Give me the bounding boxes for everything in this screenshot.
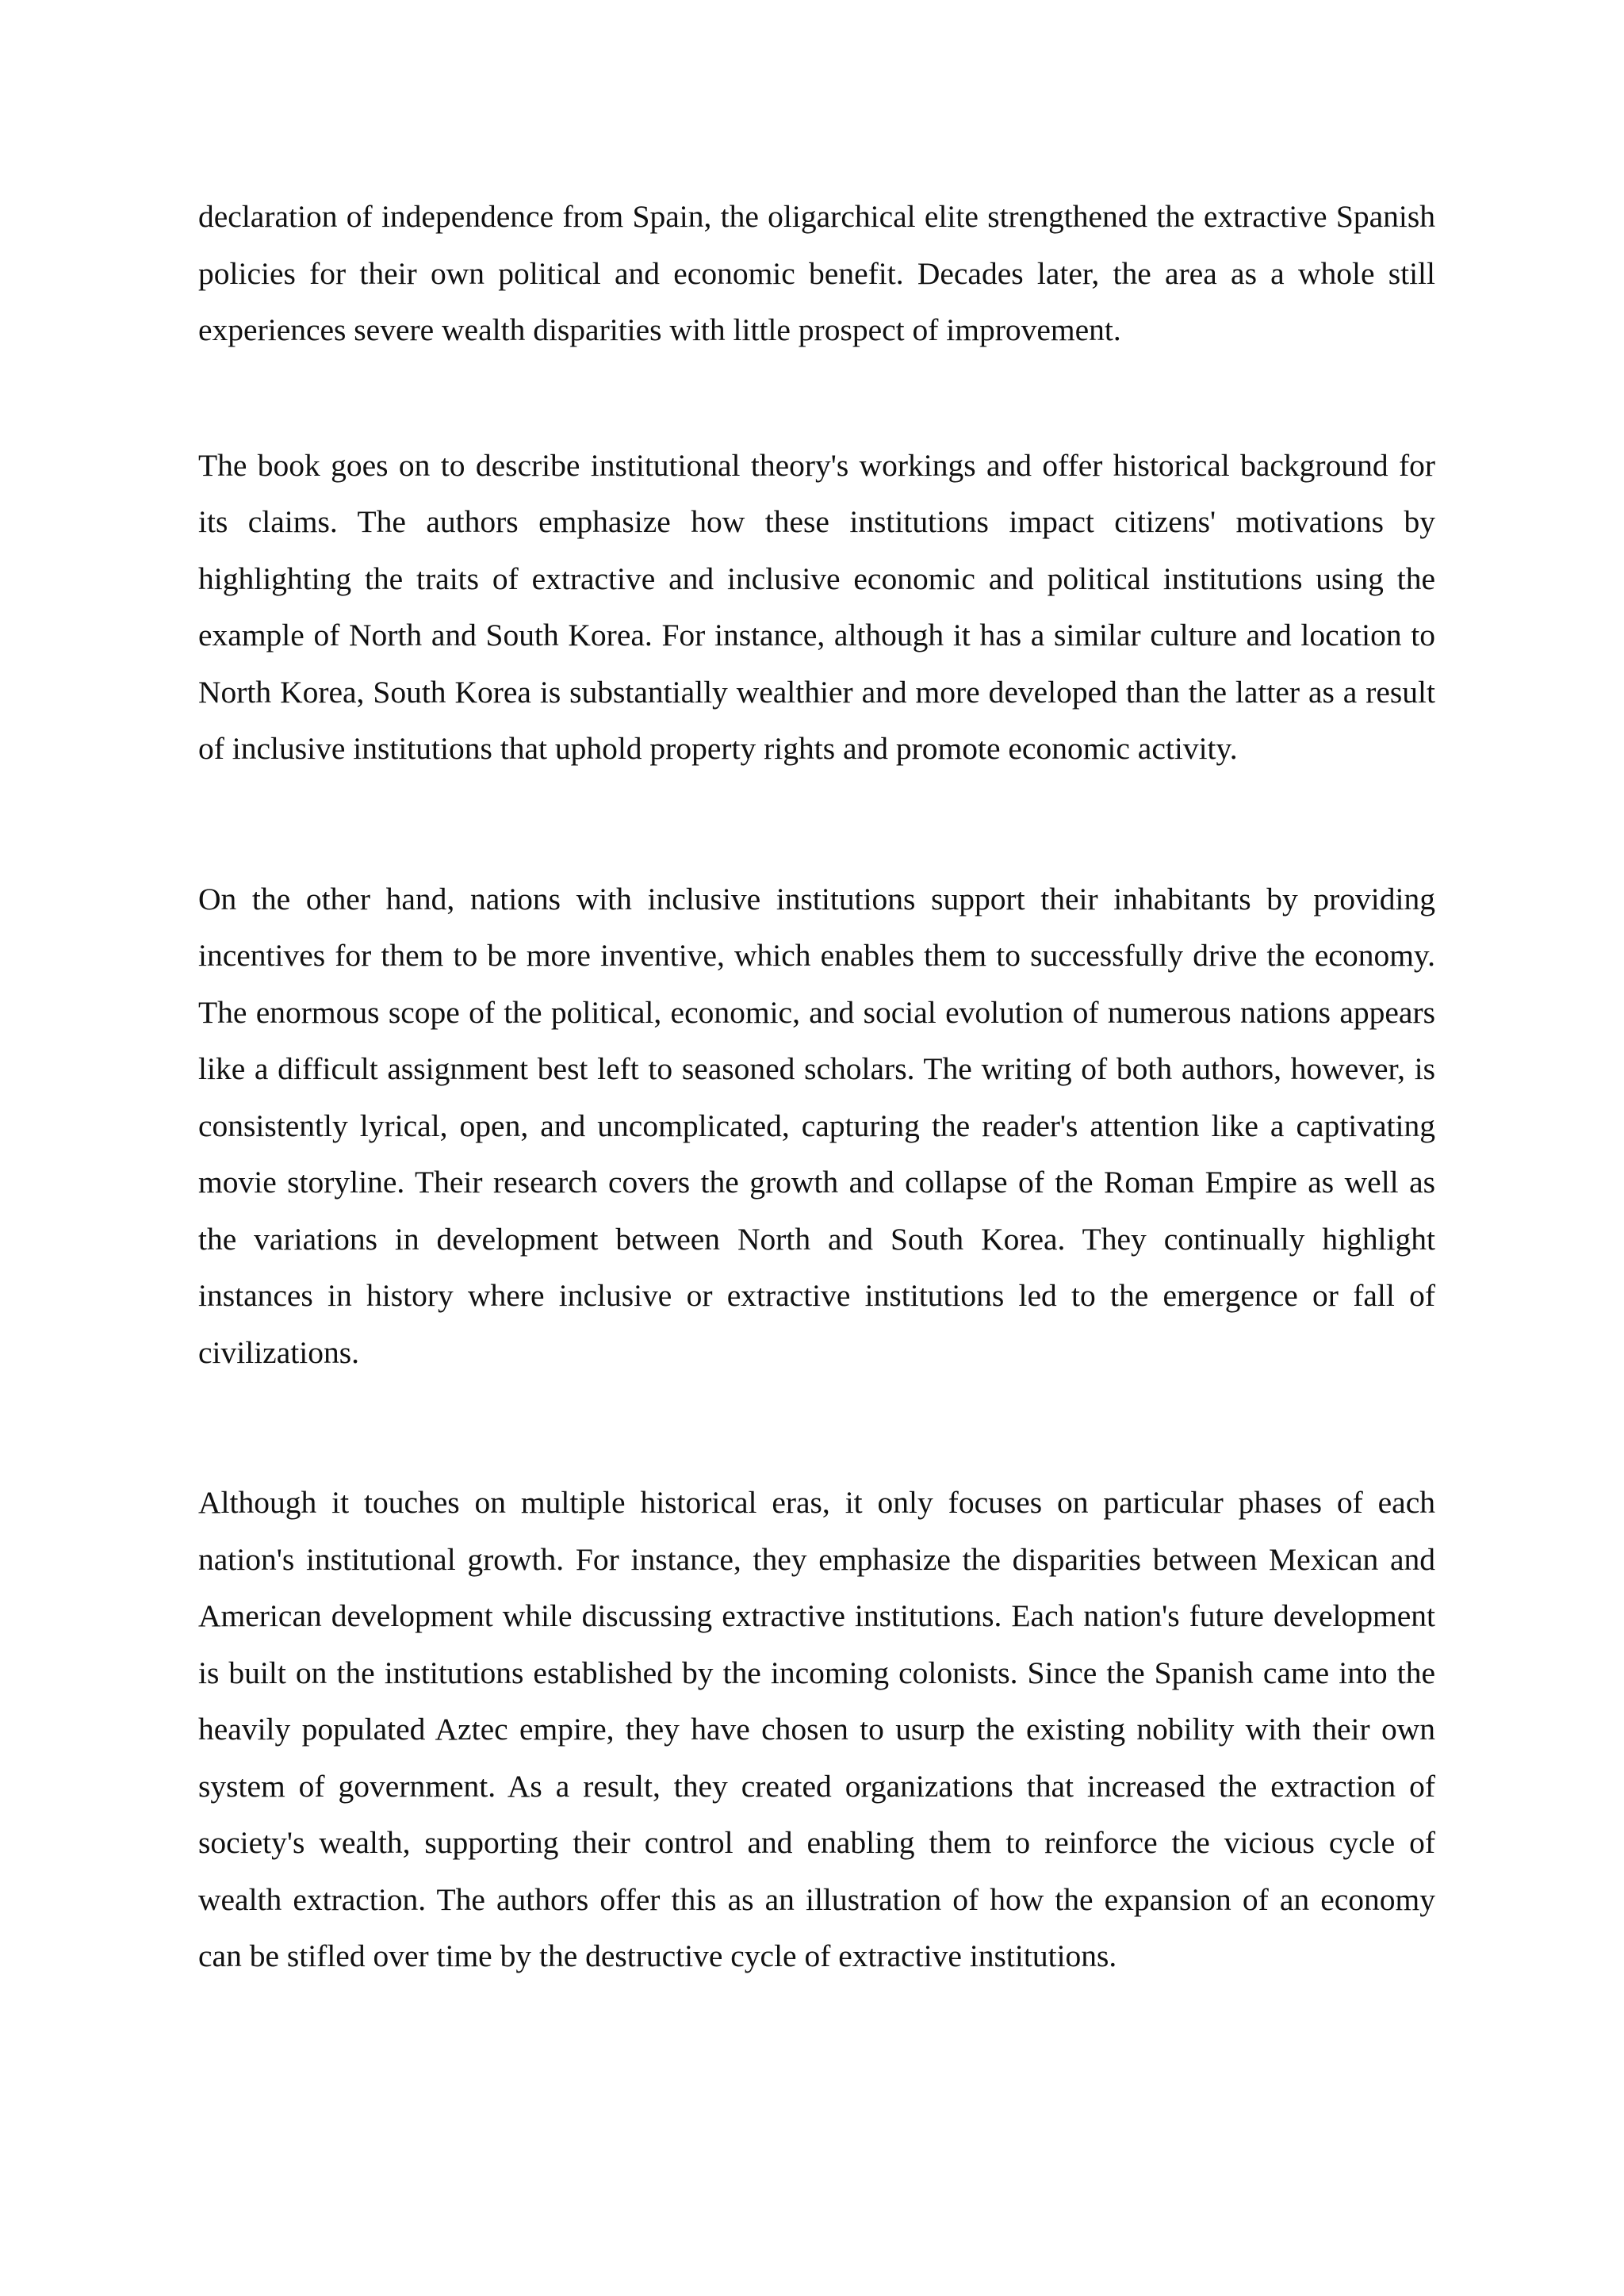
paragraph-3: On the other hand, nations with inclusive institutions support their inhabitants by providing incentives for them to be more inventive, which enables them to successfully drive the economy. The enormous scope of the political, economic, and social evolution of numerous nations appears like a difficult assignment best left to seasoned scholars. The writing of both authors, however, is consistently lyrical, open, and uncomplicated, capturing the reader's attention like a captivating movie storyline. Their research covers the growth and collapse of the Roman Empire as well as the variations in development between North and South Korea. They continually highlight instances in history where inclusive or extractive institutions led to the emergence or fall of civilizations. [198,881,1435,1370]
paragraph-4: Although it touches on multiple historical eras, it only focuses on particular phases of each nation's institutional growth. For instance, they emphasize the disparities between Mexican and American development while discussing extractive institutions. Each nation's future development is built on the institutions established by the incoming colonists. Since the Spanish came into the heavily populated Aztec empire, they have chosen to usurp the existing nobility with their own system of government. As a result, they created organizations that increased the extraction of society's wealth, supporting their control and enabling them to reinforce the vicious cycle of wealth extraction. The authors offer this as an illustration of how the expansion of an economy can be stifled over time by the destructive cycle of extractive institutions. [198,1485,1435,1973]
paragraph-1: declaration of independence from Spain, the oligarchical elite strengthened the extractive Spanish policies for their own political and economic benefit. Decades later, the area as a whole still experiences severe wealth disparities with little prospect of improvement. [198,199,1435,347]
paragraph-2: The book goes on to describe institutional theory's workings and offer historical background for its claims. The authors emphasize how these institutions impact citizens' motivations by highlighting the traits of extractive and inclusive economic and political institutions using the example of North and South Korea. For instance, although it has a similar culture and location to North Korea, South Korea is substantially wealthier and more developed than the latter as a result of inclusive institutions that uphold property rights and promote economic activity. [198,447,1435,766]
document-body [198,189,1435,1985]
